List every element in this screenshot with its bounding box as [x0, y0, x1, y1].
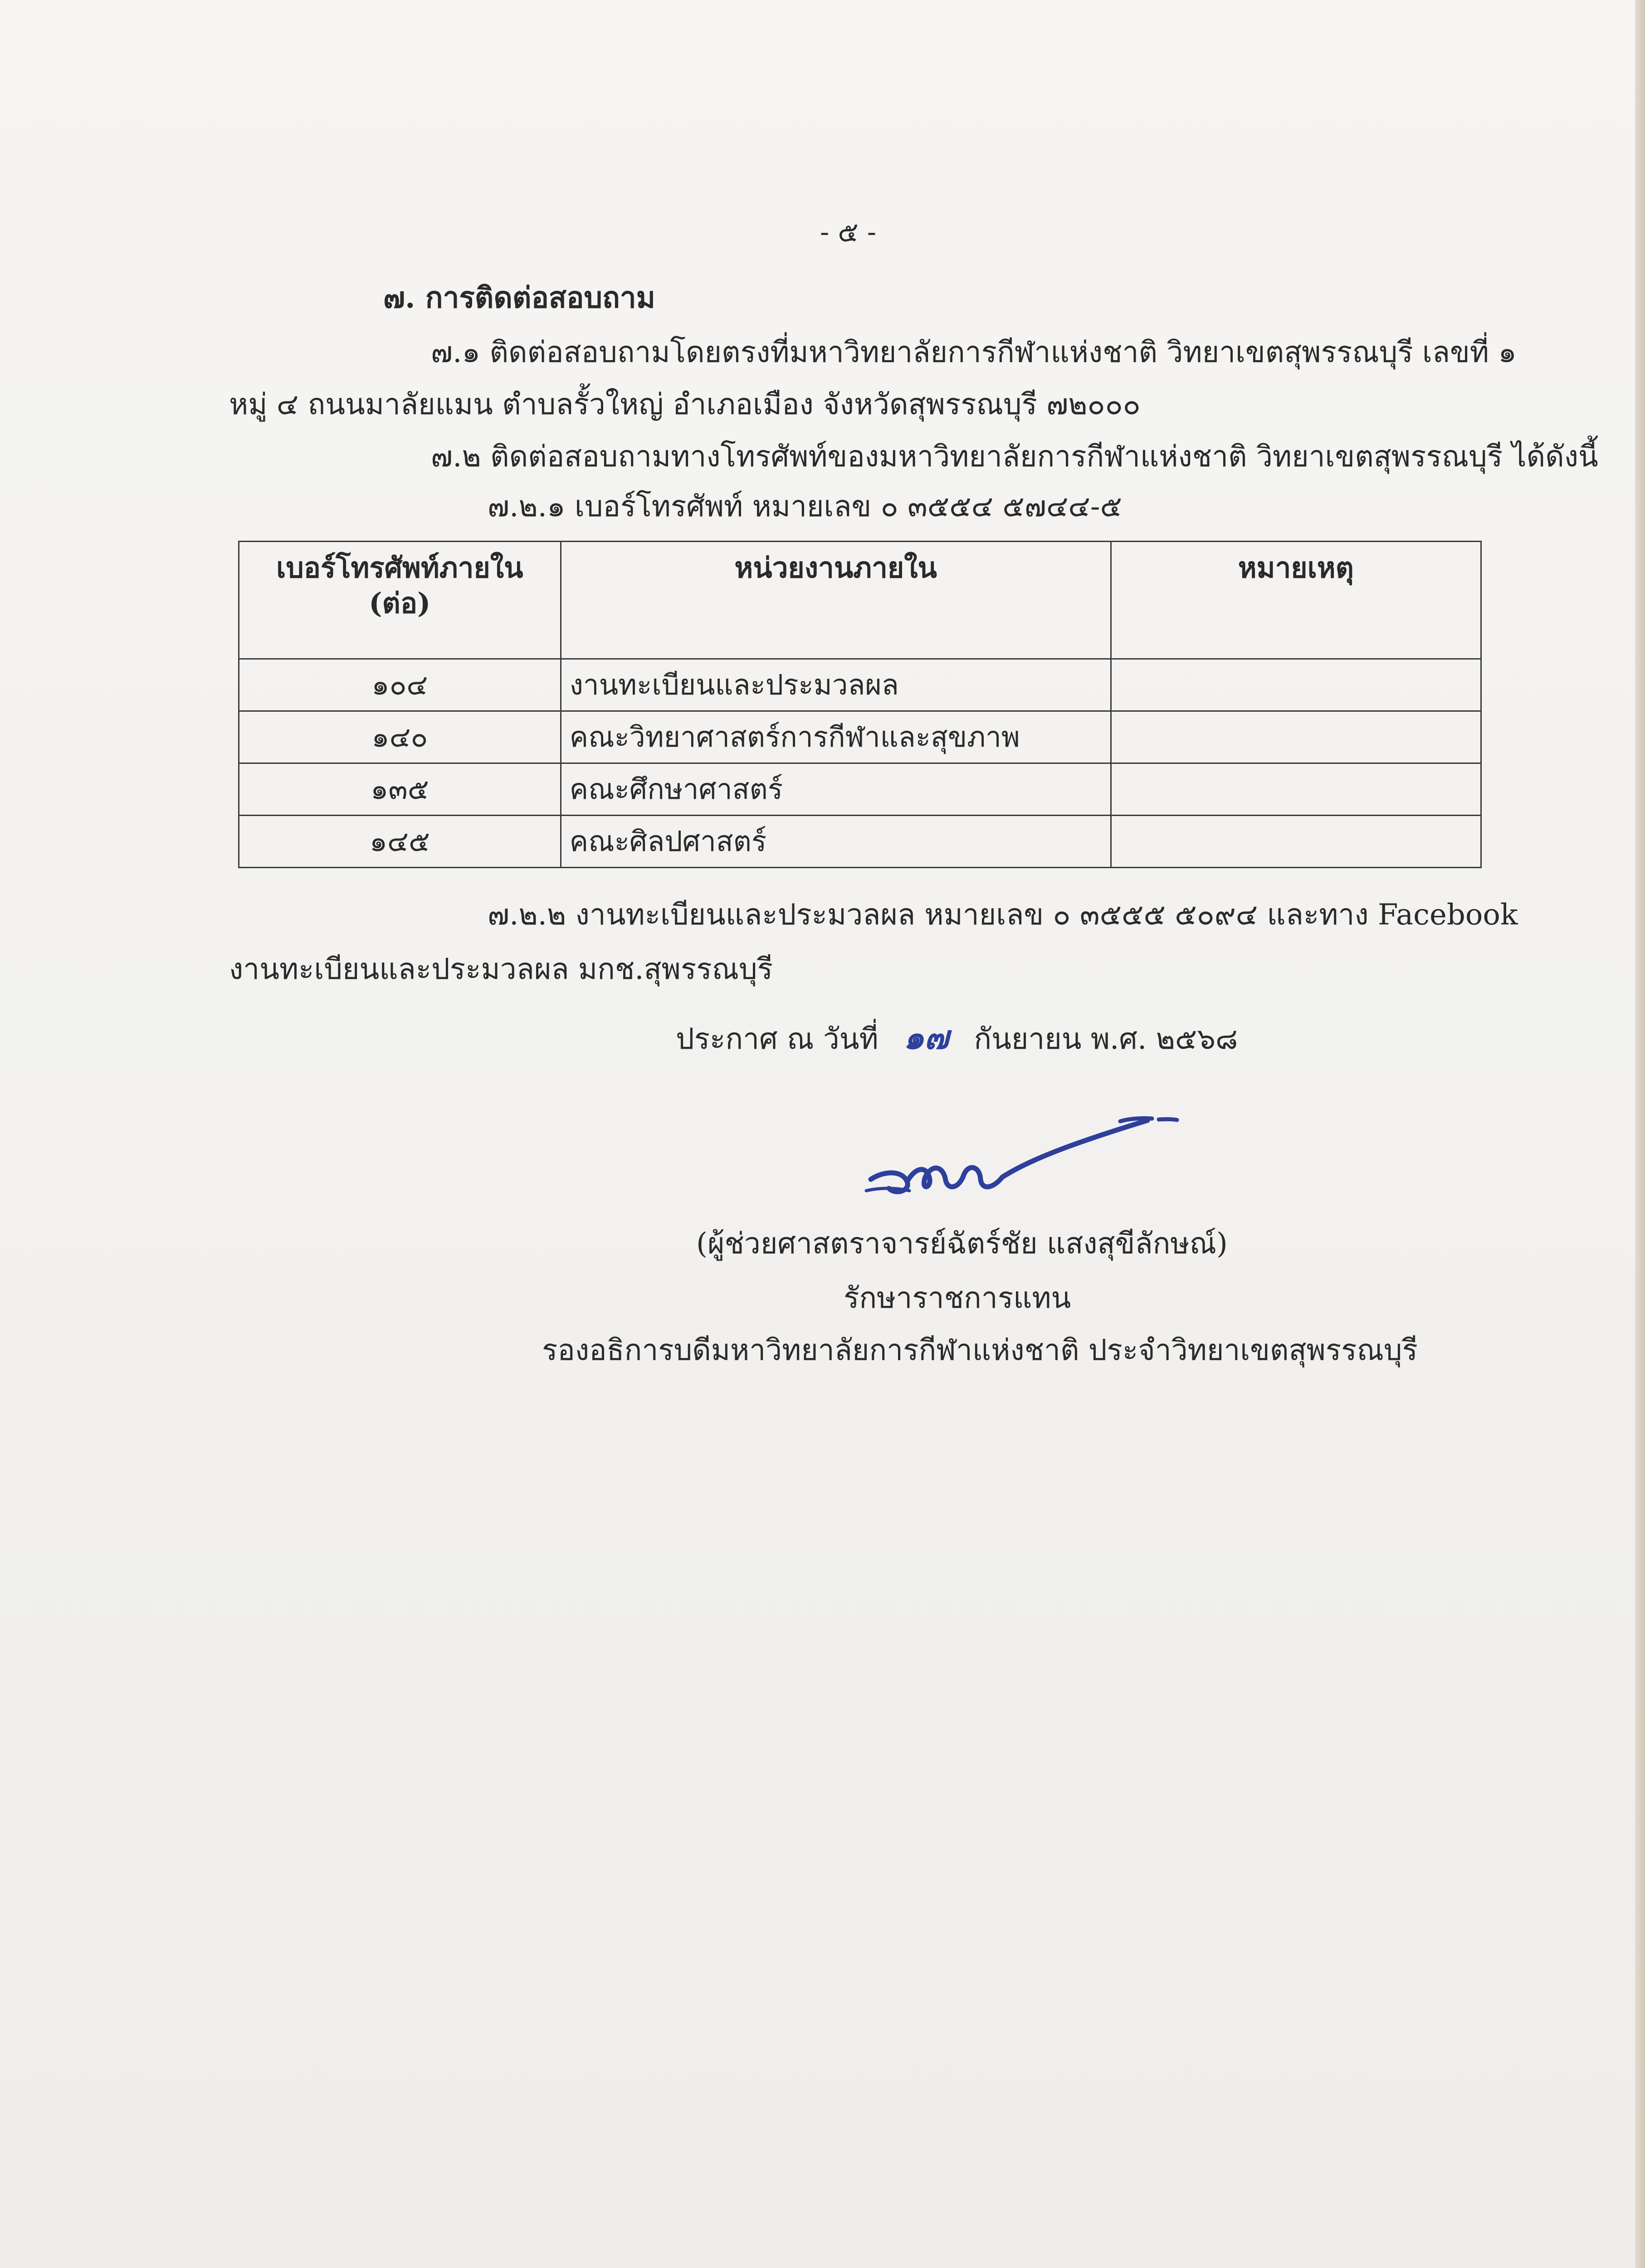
item-7-2-1: ๗.๒.๑ เบอร์โทรศัพท์ หมายเลข ๐ ๓๕๕๔ ๕๗๔๔-๕: [488, 490, 1122, 523]
row-note: [1111, 763, 1481, 816]
announcement-prefix: ประกาศ ณ วันที่: [676, 1022, 879, 1056]
row-extension: ๑๓๕: [239, 763, 561, 816]
table-row: [239, 659, 1481, 711]
announcement-day: ๑๗: [903, 1018, 949, 1056]
row-extension: ๑๐๔: [239, 659, 561, 711]
signatory-name: (ผู้ช่วยศาสตราจารย์ฉัตร์ชัย แสงสุขีลักษณ์): [696, 1227, 1228, 1261]
row-unit: คณะศึกษาศาสตร์: [561, 763, 1111, 816]
header-note: หมายเหตุ: [1111, 542, 1481, 659]
header-extension-line2: (ต่อ): [369, 587, 431, 620]
item-7-2-2-line1: ๗.๒.๒ งานทะเบียนและประมวลผล หมายเลข ๐ ๓๕๕๕ ๕๐๙๔ และทาง Facebook: [488, 898, 1518, 932]
row-note: [1111, 711, 1481, 763]
row-note: [1111, 816, 1481, 868]
table-row: [239, 711, 1481, 763]
signatory-position: รองอธิการบดีมหาวิทยาลัยการกีฬาแห่งชาติ ประจำวิทยาเขตสุพรรณบุรี: [542, 1334, 1418, 1367]
item-7-2-2-line2: งานทะเบียนและประมวลผล มกช.สุพรรณบุรี: [229, 953, 773, 986]
row-unit: คณะวิทยาศาสตร์การกีฬาและสุขภาพ: [561, 711, 1111, 763]
signatory-acting: รักษาราชการแทน: [844, 1281, 1071, 1315]
item-7-2: ๗.๒ ติดต่อสอบถามทางโทรศัพท์ของมหาวิทยาลัยการกีฬาแห่งชาติ วิทยาเขตสุพรรณบุรี ได้ดังนี้: [431, 440, 1598, 474]
item-7-1-line2: หมู่ ๔ ถนนมาลัยแมน ตำบลรั้วใหญ่ อำเภอเมือง จังหวัดสุพรรณบุรี ๗๒๐๐๐: [229, 388, 1141, 421]
header-unit: หน่วยงานภายใน: [561, 542, 1111, 659]
row-extension: ๑๔๕: [239, 816, 561, 868]
row-unit: งานทะเบียนและประมวลผล: [561, 659, 1111, 711]
announcement-date: [676, 1018, 1238, 1058]
page-edge-right: [1635, 0, 1645, 2268]
row-unit: คณะศิลปศาสตร์: [561, 816, 1111, 868]
extension-table: [238, 541, 1482, 868]
signature-mark: [853, 1102, 1179, 1220]
table-header-row: [239, 542, 1481, 659]
header-extension: [239, 542, 561, 659]
row-note: [1111, 659, 1481, 711]
table-row: [239, 816, 1481, 868]
table-row: [239, 763, 1481, 816]
section-heading: ๗. การติดต่อสอบถาม: [383, 281, 655, 315]
item-7-1-line1: ๗.๑ ติดต่อสอบถามโดยตรงที่มหาวิทยาลัยการกีฬาแห่งชาติ วิทยาเขตสุพรรณบุรี เลขที่ ๑: [431, 336, 1517, 369]
row-extension: ๑๔๐: [239, 711, 561, 763]
announcement-suffix: กันยายน พ.ศ. ๒๕๖๘: [974, 1022, 1238, 1056]
page-number: - ๕ -: [820, 216, 877, 248]
header-extension-line1: เบอร์โทรศัพท์ภายใน: [276, 551, 523, 584]
